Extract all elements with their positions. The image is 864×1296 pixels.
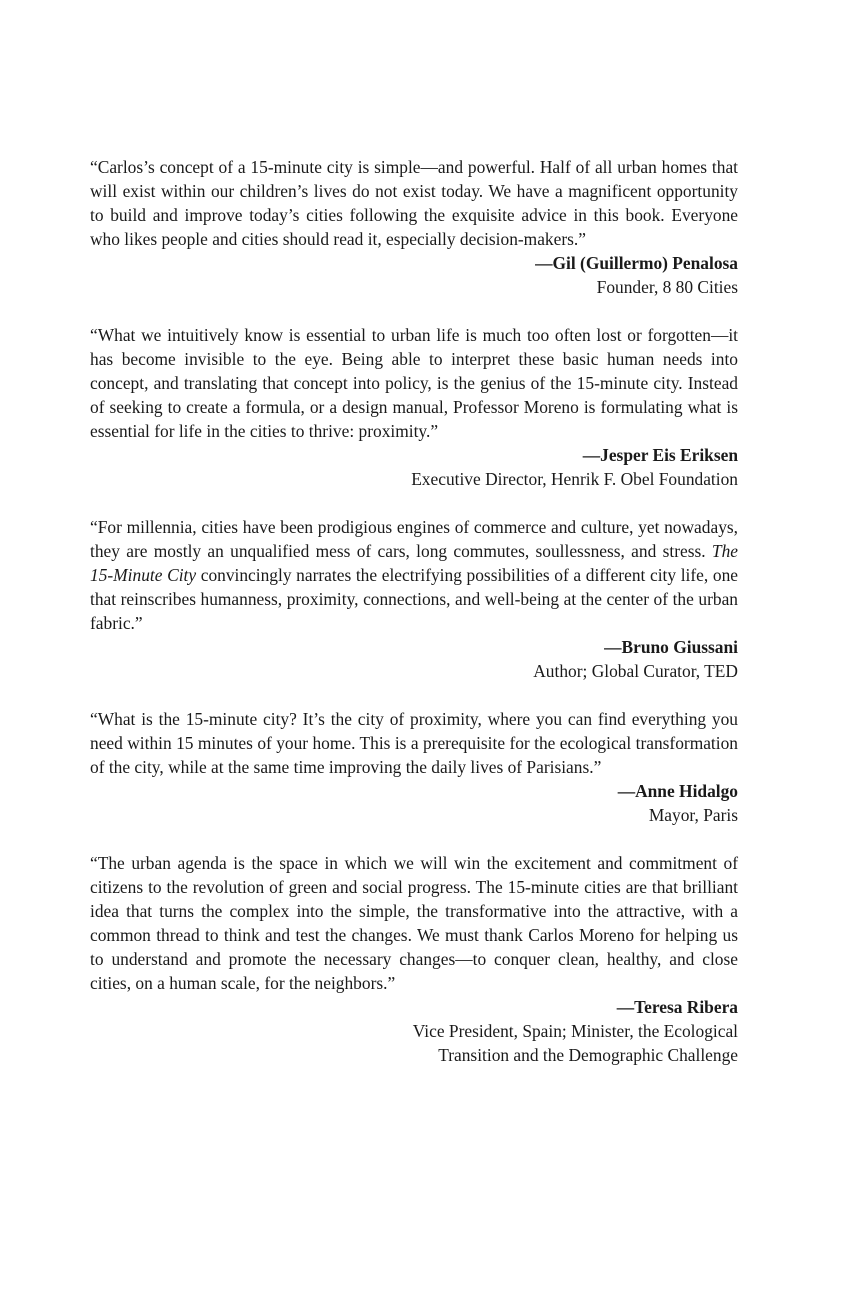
endorsement-giussani xyxy=(90,515,738,683)
endorser-role-line-1: Vice President, Spain; Minister, the Ecological xyxy=(412,1021,738,1041)
endorsement-hidalgo xyxy=(90,707,738,827)
endorser-name: —Anne Hidalgo xyxy=(617,781,738,801)
endorser-name: —Gil (Guillermo) Penalosa xyxy=(535,253,738,273)
book-title: The 15-Minute City xyxy=(90,541,738,585)
endorsement-attribution xyxy=(90,779,738,827)
endorsement-attribution xyxy=(90,251,738,299)
endorsement-eriksen xyxy=(90,323,738,491)
endorsement-quote: “The urban agenda is the space in which we will win the excitement and commitment of citizens to the revolution of green and social progress. The 15-minute cities are that brilliant idea that turns the complex into the simple, the transformative into the attractive, with a common thread to think and test the changes. We must thank Carlos Moreno for helping us to understand and promote the necessary changes—to conquer clean, healthy, and close cities, on a human scale, for the neighbors.” xyxy=(90,853,738,993)
endorsement-attribution xyxy=(90,635,738,683)
endorser-role: Executive Director, Henrik F. Obel Foundation xyxy=(411,469,738,489)
spacer xyxy=(90,491,738,515)
endorsements-page xyxy=(90,155,738,1067)
spacer xyxy=(90,683,738,707)
endorser-name: —Teresa Ribera xyxy=(616,997,738,1017)
spacer xyxy=(90,299,738,323)
endorsement-quote: “Carlos’s concept of a 15-minute city is simple—and powerful. Half of all urban homes that will exist within our children’s lives do not exist today. We have a magnificent opportunity to build and improve today’s cities following the exquisite advice in this book. Everyone who likes people and cities should read it, especially decision-makers.” xyxy=(90,157,738,249)
endorser-role: Founder, 8 80 Cities xyxy=(596,277,738,297)
endorsement-quote: “What is the 15-minute city? It’s the city of proximity, where you can find everything you need within 15 minutes of your home. This is a prerequisite for the ecological transformation of the city, while at the same time improving the daily lives of Parisians.” xyxy=(90,709,738,777)
endorser-name: —Jesper Eis Eriksen xyxy=(582,445,738,465)
endorsement-quote xyxy=(90,515,738,635)
endorsement-ribera xyxy=(90,851,738,1067)
quote-text-before-title: “For millennia, cities have been prodigious engines of commerce and culture, yet nowadays, they are mostly an unqualified mess of cars, long commutes, soullessness, and stress. xyxy=(90,517,738,561)
quote-text-after-title: convincingly narrates the electrifying possibilities of a different city life, one that reinscribes humanness, proximity, connections, and well-being at the center of the urban fabric.” xyxy=(90,565,738,633)
endorsement-penalosa xyxy=(90,155,738,299)
endorser-role: Author; Global Curator, TED xyxy=(533,661,738,681)
endorser-role-line-2: Transition and the Demographic Challenge xyxy=(438,1045,738,1065)
spacer xyxy=(90,827,738,851)
endorser-role: Mayor, Paris xyxy=(648,805,738,825)
endorsement-attribution xyxy=(90,995,738,1067)
endorsement-attribution xyxy=(90,443,738,491)
endorser-name: —Bruno Giussani xyxy=(604,637,738,657)
endorsement-quote: “What we intuitively know is essential to urban life is much too often lost or forgotten—it has become invisible to the eye. Being able to interpret these basic human needs into concept, and translating that concept into policy, is the genius of the 15-minute city. Instead of seeking to create a formula, or a design manual, Professor Moreno is formulating what is essential for life in the cities to thrive: proximity.” xyxy=(90,325,738,441)
